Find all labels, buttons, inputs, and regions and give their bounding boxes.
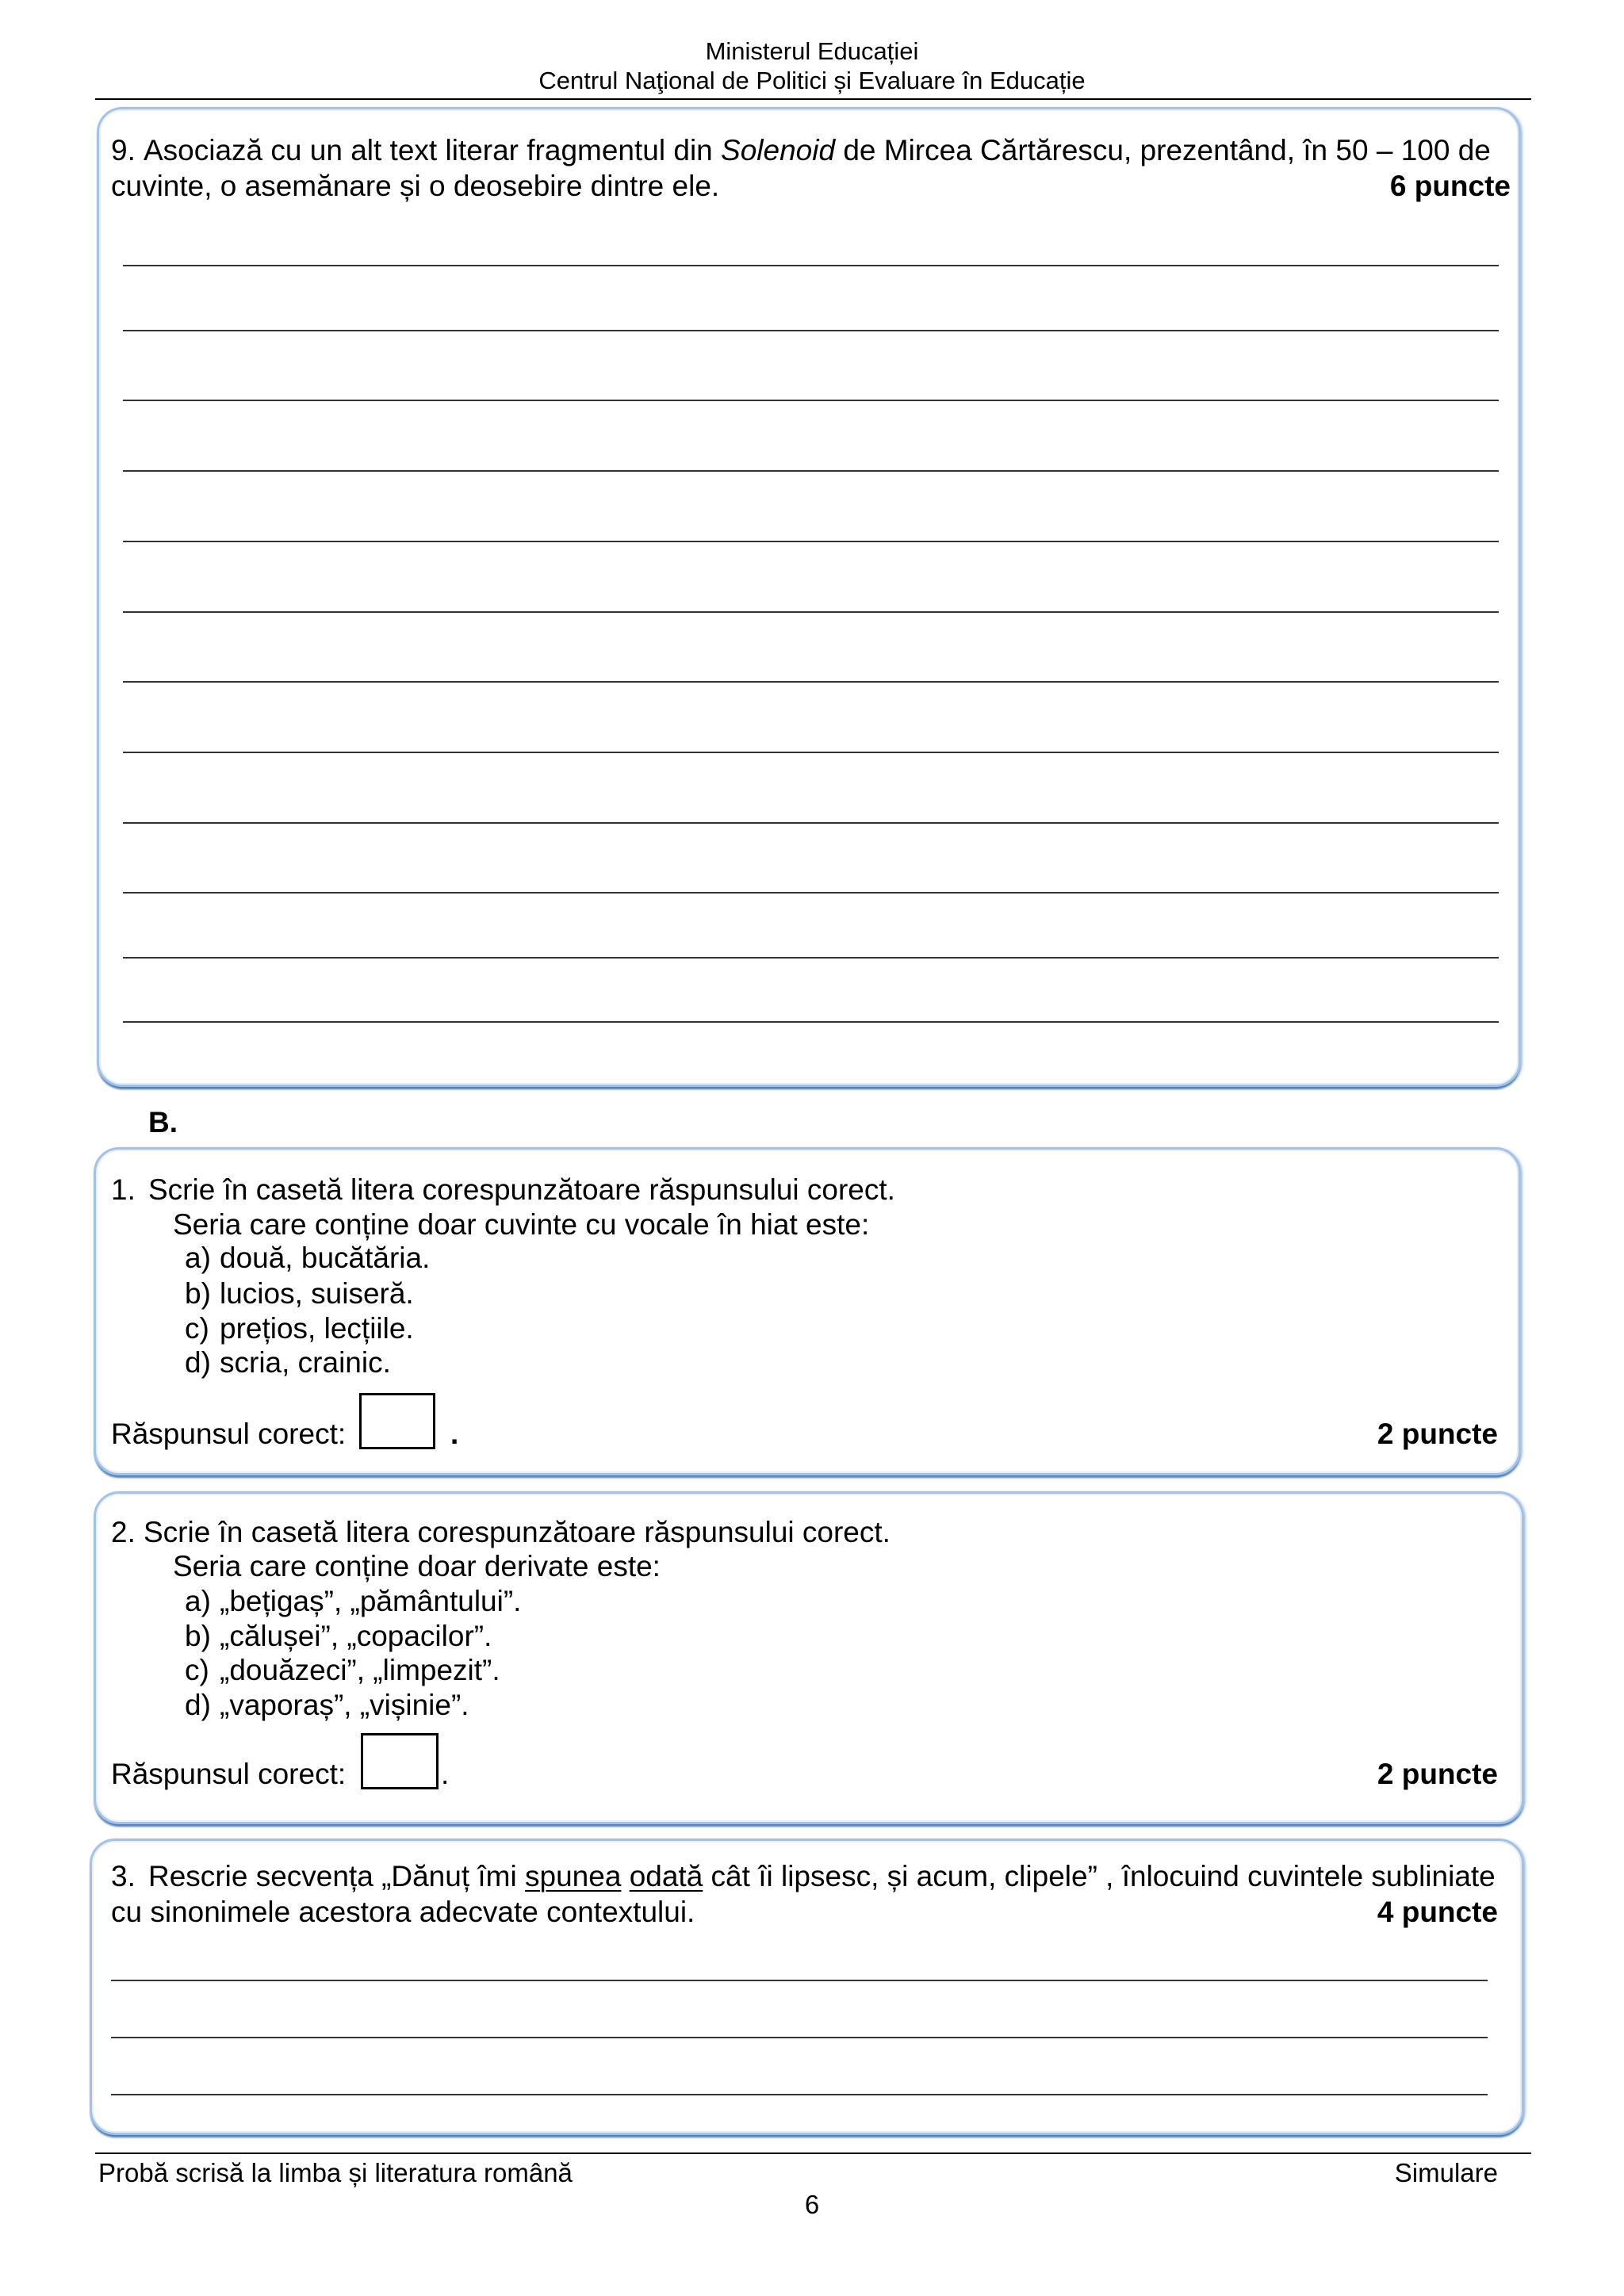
option-label: c)	[185, 1312, 209, 1345]
option-a	[185, 1584, 521, 1619]
question-number: 1.	[111, 1173, 136, 1206]
option-label: b)	[185, 1277, 211, 1310]
header-ministry: Ministerul Educației	[705, 37, 919, 65]
answer-line	[123, 541, 1499, 542]
option-text: „bețigaș”, „pământului”.	[220, 1585, 522, 1617]
question-number: 3.	[111, 1860, 136, 1892]
option-b	[185, 1276, 414, 1311]
option-text: „călușei”, „copacilor”.	[220, 1620, 492, 1652]
question-text: cât îi lipsesc, și acum, clipele” , înlocuind cuvintele subliniate	[703, 1860, 1496, 1892]
answer-line	[123, 400, 1499, 401]
answer-line	[123, 957, 1499, 959]
header-divider	[95, 98, 1531, 100]
question-3-line-1	[111, 1859, 1496, 1894]
question-1-points: 2 puncte	[1377, 1418, 1498, 1450]
answer-line	[123, 752, 1499, 753]
question-number: 9.	[111, 134, 136, 166]
option-label: c)	[185, 1654, 209, 1686]
option-text: prețios, lecțiile.	[220, 1312, 414, 1345]
option-text: „douăzeci”, „limpezit”.	[220, 1654, 500, 1686]
option-d	[185, 1688, 469, 1723]
option-text: scria, crainic.	[220, 1346, 391, 1379]
option-label: d)	[185, 1689, 211, 1721]
question-text: de Mircea Cărtărescu, prezentând, în 50 – 100 de	[835, 134, 1491, 166]
answer-line	[123, 822, 1499, 824]
option-text: „vaporaș”, „vișinie”.	[220, 1689, 469, 1721]
question-2-stem: Seria care conține doar derivate este:	[173, 1550, 661, 1582]
question-text: Asociază cu un alt text literar fragmentul din	[144, 134, 722, 166]
answer-line	[123, 1021, 1499, 1023]
answer-line	[111, 1980, 1488, 1981]
option-b	[185, 1619, 492, 1654]
question-9-line-2: cuvinte, o asemănare și o deosebire dintre ele.	[111, 170, 720, 202]
question-2-instruction	[111, 1515, 891, 1550]
question-text	[621, 1860, 629, 1892]
answer-line	[123, 265, 1499, 266]
question-number: 2.	[111, 1516, 136, 1548]
answer-box	[359, 1393, 435, 1449]
question-1-instruction	[111, 1173, 895, 1207]
question-1-stem: Seria care conține doar cuvinte cu vocale în hiat este:	[173, 1208, 870, 1241]
option-label: b)	[185, 1620, 211, 1652]
option-label: a)	[185, 1242, 211, 1274]
answer-line	[123, 892, 1499, 894]
section-b-heading: B.	[148, 1106, 178, 1138]
option-d	[185, 1345, 391, 1380]
underlined-word: odată	[629, 1860, 703, 1892]
underlined-word: spunea	[525, 1860, 622, 1892]
option-label: a)	[185, 1585, 211, 1617]
footer-exam-title: Probă scrisă la limba și literatura română	[98, 2158, 573, 2187]
option-label: d)	[185, 1346, 211, 1379]
footer-divider	[95, 2152, 1531, 2154]
header-center: Centrul Naţional de Politici și Evaluare în Educație	[538, 67, 1086, 94]
question-9-box	[97, 107, 1521, 1087]
question-text: Scrie în casetă litera corespunzătoare răspunsului corect.	[144, 1516, 891, 1548]
answer-line	[123, 681, 1499, 683]
question-9-line-1	[111, 133, 1491, 168]
page-number: 6	[804, 2190, 820, 2219]
answer-box	[361, 1733, 439, 1789]
footer-exam-type: Simulare	[1394, 2158, 1498, 2187]
answer-period: .	[450, 1418, 459, 1450]
answer-line	[111, 2094, 1488, 2095]
question-3-line-2: cu sinonimele acestora adecvate contextului.	[111, 1896, 695, 1928]
answer-line	[111, 2037, 1488, 2038]
option-text: două, bucătăria.	[220, 1242, 431, 1274]
question-2-points: 2 puncte	[1377, 1758, 1498, 1790]
question-text: Scrie în casetă litera corespunzătoare răspunsului corect.	[148, 1173, 895, 1206]
option-c	[185, 1311, 414, 1346]
question-9-points: 6 puncte	[1389, 170, 1511, 202]
option-a	[185, 1241, 430, 1276]
answer-label: Răspunsul corect:	[111, 1758, 347, 1790]
answer-label: Răspunsul corect:	[111, 1418, 347, 1450]
answer-line	[123, 330, 1499, 331]
option-c	[185, 1653, 500, 1688]
question-3-points: 4 puncte	[1377, 1896, 1498, 1928]
answer-line	[123, 611, 1499, 613]
question-text: Rescrie secvența „Dănuț îmi	[148, 1860, 526, 1892]
option-text: lucios, suiseră.	[220, 1277, 414, 1310]
answer-period: .	[441, 1758, 450, 1790]
answer-line	[123, 470, 1499, 472]
book-title: Solenoid	[721, 134, 836, 166]
